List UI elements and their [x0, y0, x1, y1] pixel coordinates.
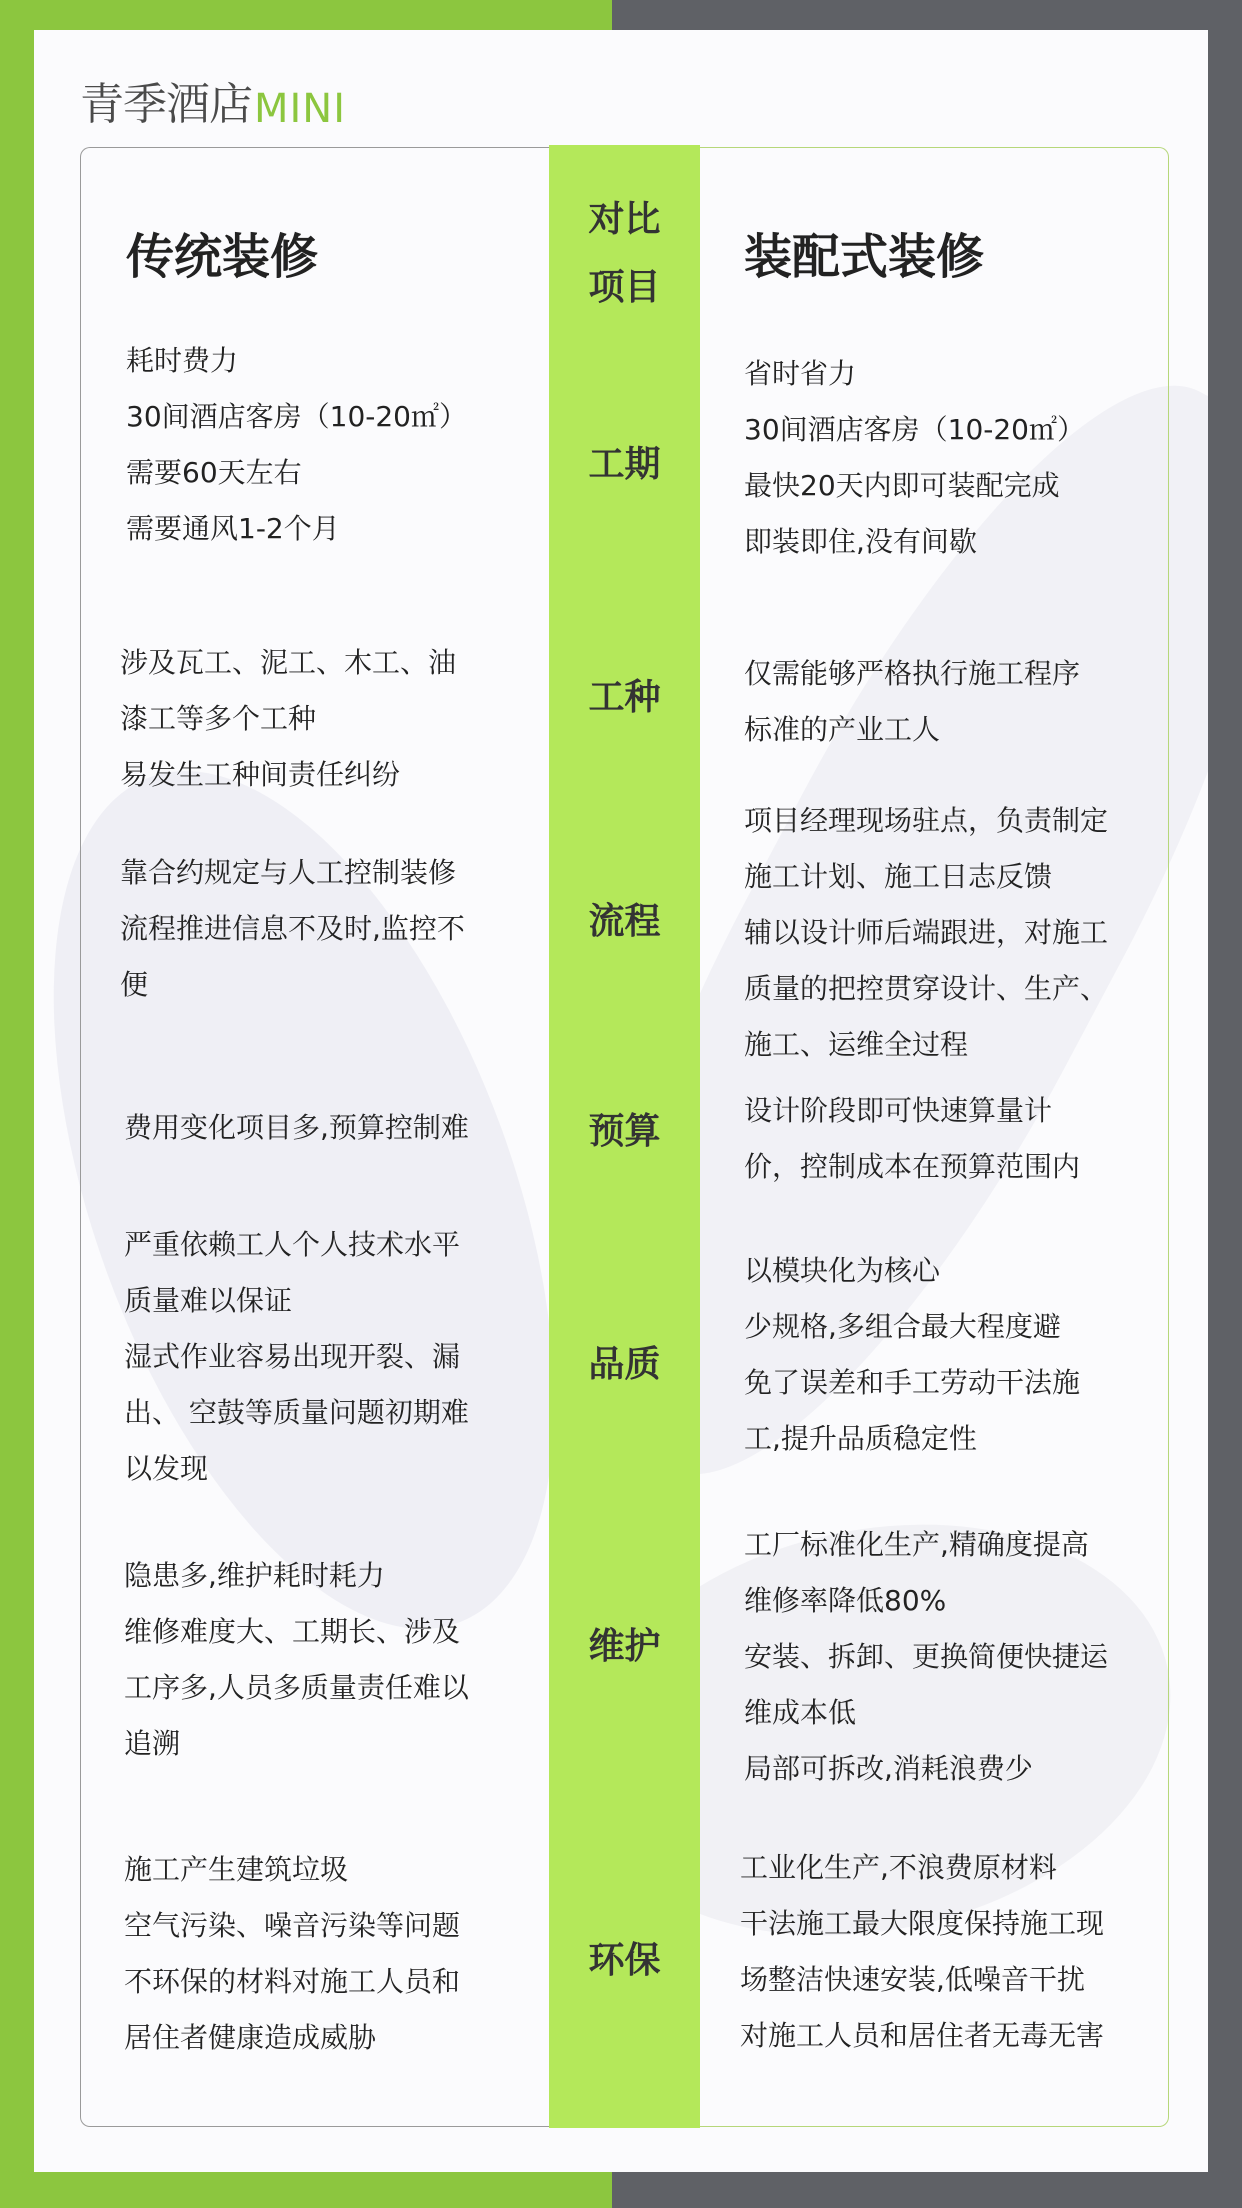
prefab-cell: 工厂标准化生产,精确度提高 维修率降低80% 安装、拆卸、更换简便快捷运 维成本低 局部可拆改,消耗浪费少 — [744, 1528, 1109, 1785]
row-label: 流程 — [588, 901, 661, 942]
traditional-decoration-title: 传统装修 — [126, 229, 319, 285]
traditional-cell: 涉及瓦工、泥工、木工、油 漆工等多个工种 易发生工种间责任纠纷 — [120, 646, 457, 791]
prefab-cell: 工业化生产,不浪费原材料 干法施工最大限度保持施工现 场整洁快速安装,低噪音干扰 对施工人员和居住者无毒无害 — [740, 1851, 1105, 2052]
row-label: 工期 — [588, 444, 661, 485]
row-label: 维护 — [588, 1626, 661, 1667]
row-label: 环保 — [588, 1940, 661, 1981]
row-label: 品质 — [588, 1344, 661, 1385]
prefab-decoration-title: 装配式装修 — [744, 229, 985, 285]
prefab-cell: 仅需能够严格执行施工程序 标准的产业工人 — [744, 657, 1081, 746]
traditional-cell: 费用变化项目多,预算控制难 — [124, 1111, 469, 1144]
row-label: 工种 — [588, 677, 661, 718]
prefab-cell: 设计阶段即可快速算量计 价，控制成本在预算范围内 — [744, 1094, 1081, 1183]
traditional-cell: 隐患多,维护耗时耗力 维修难度大、工期长、涉及 工序多,人员多质量责任难以 追溯 — [124, 1559, 469, 1760]
prefab-cell: 项目经理现场驻点，负责制定 施工计划、施工日志反馈 辅以设计师后端跟进，对施工 质量的把控贯穿设计、生产、 施工、运维全过程 — [744, 804, 1109, 1061]
prefab-cell: 以模块化为核心 少规格,多组合最大程度避 免了误差和手工劳动干法施 工,提升品质稳定性 — [744, 1254, 1081, 1455]
prefab-cell: 省时省力 30间酒店客房（10-20㎡） 最快20天内即可装配完成 即装即住,没有间歇 — [744, 357, 1085, 558]
brand-name-mini: MINI — [254, 86, 347, 132]
comparison-header-line1: 对比 — [588, 199, 661, 240]
row-label: 预算 — [588, 1111, 661, 1152]
traditional-cell: 耗时费力 30间酒店客房（10-20㎡） 需要60天左右 需要通风1-2个月 — [126, 344, 467, 545]
traditional-cell: 靠合约规定与人工控制装修 流程推进信息不及时,监控不 便 — [120, 856, 465, 1001]
comparison-header-line2: 项目 — [588, 267, 661, 308]
traditional-cell: 严重依赖工人个人技术水平 质量难以保证 湿式作业容易出现开裂、漏 出、 空鼓等质量问题初期难 以发现 — [124, 1228, 469, 1485]
traditional-cell: 施工产生建筑垃圾 空气污染、噪音污染等问题 不环保的材料对施工人员和 居住者健康造成威胁 — [124, 1853, 461, 2054]
brand-logo — [80, 62, 346, 132]
brand-name-cn: 青季酒店 — [80, 79, 252, 130]
